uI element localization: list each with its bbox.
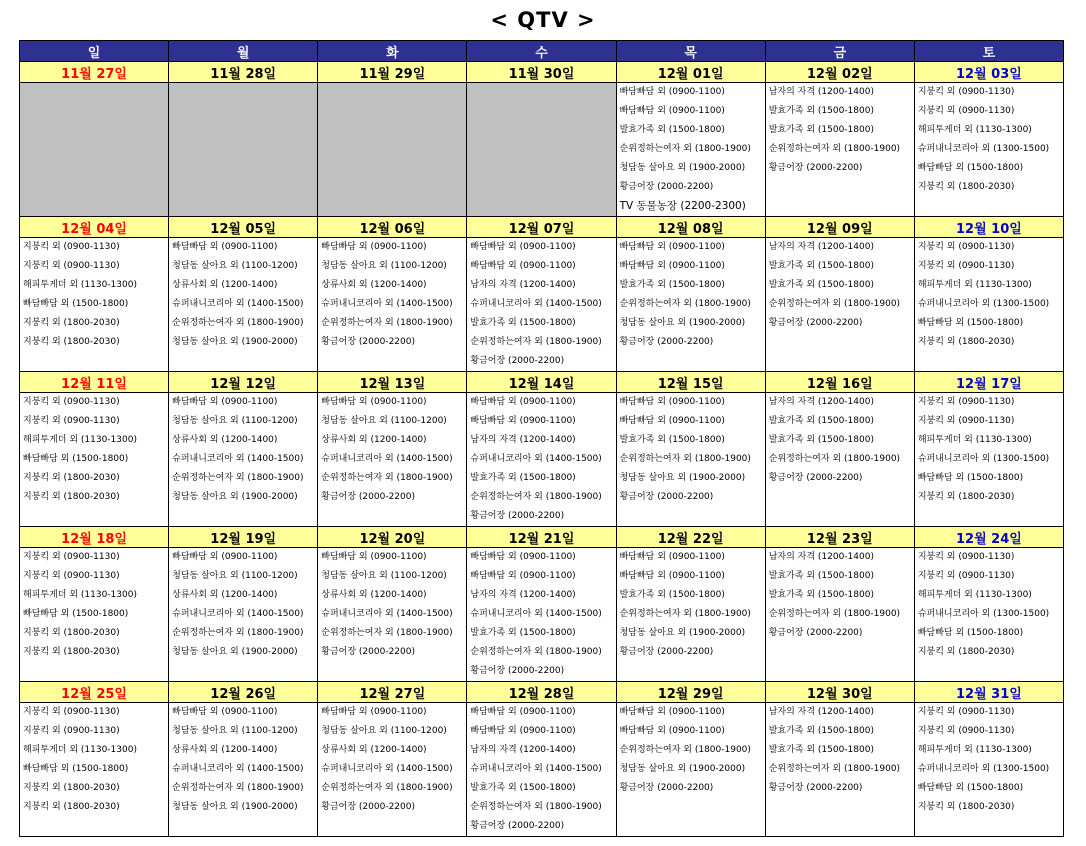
program-entry: 청담동 살아요 외 (1100-1200) — [172, 571, 298, 581]
program-entry: 발효가족 외 (1500-1800) — [619, 590, 725, 600]
program-entry: 순위정하는여자 외 (1800-1900) — [172, 783, 304, 793]
program-entry: 지붕킥 외 (1800-2030) — [23, 802, 120, 812]
program-entry: 빠담빠담 외 (0900-1100) — [619, 397, 725, 407]
program-entry: 발효가족 외 (1500-1800) — [768, 106, 874, 116]
program-entry: 빠담빠담 외 (0900-1100) — [470, 242, 576, 252]
program-entry: 발효가족 외 (1500-1800) — [768, 261, 874, 271]
program-entry: 남자의 자격 (1200-1400) — [470, 745, 576, 755]
date-cell: 12월 26일 — [169, 682, 318, 703]
program-entry: 순위정하는여자 외 (1800-1900) — [768, 299, 901, 309]
program-entry: 황금어장 (2000-2200) — [619, 783, 714, 793]
program-entry: 발효가족 외 (1500-1800) — [768, 280, 874, 290]
program-entry: 슈퍼내니코리아 외 (1300-1500) — [917, 299, 1050, 309]
schedule-calendar — [19, 40, 1064, 837]
program-entry: 청담동 살아요 외 (1900-2000) — [172, 647, 298, 657]
program-entry: 슈퍼내니코리아 외 (1400-1500) — [470, 764, 602, 774]
program-entry: 해피투게더 외 (1130-1300) — [917, 435, 1032, 445]
program-entry: 지붕킥 외 (1800-2030) — [917, 337, 1015, 347]
program-entry: 슈퍼내니코리아 외 (1300-1500) — [917, 454, 1050, 464]
program-entry: 지붕킥 외 (0900-1130) — [917, 242, 1015, 252]
program-entry: 빠담빠담 외 (1500-1800) — [917, 783, 1024, 793]
program-cell — [914, 393, 1063, 527]
program-entry: 상류사회 외 (1200-1400) — [321, 590, 427, 600]
program-cell — [169, 703, 318, 837]
weekday-header-row — [20, 41, 1064, 62]
program-cell — [20, 703, 169, 837]
date-cell: 11월 27일 — [20, 62, 169, 83]
program-entry: 순위정하는여자 외 (1800-1900) — [321, 318, 453, 328]
program-entry: 지붕킥 외 (0900-1130) — [23, 552, 120, 562]
program-entry: 빠담빠담 외 (1500-1800) — [917, 318, 1024, 328]
program-entry: 발효가족 외 (1500-1800) — [768, 745, 874, 755]
program-entry: 순위정하는여자 외 (1800-1900) — [619, 299, 751, 309]
date-row — [20, 372, 1064, 393]
program-entry: 황금어장 (2000-2200) — [768, 783, 863, 793]
program-entry: 해피투게더 외 (1130-1300) — [917, 590, 1032, 600]
program-entry: 지붕킥 외 (0900-1130) — [23, 397, 120, 407]
program-entry: 빠담빠담 외 (0900-1100) — [321, 242, 427, 252]
date-cell: 12월 01일 — [616, 62, 765, 83]
program-cell — [765, 83, 914, 217]
program-entry: 빠담빠담 외 (1500-1800) — [23, 609, 129, 619]
program-entry: 상류사회 외 (1200-1400) — [321, 435, 427, 445]
program-entry: 지붕킥 외 (1800-2030) — [23, 473, 120, 483]
program-entry: 발효가족 외 (1500-1800) — [619, 435, 725, 445]
program-entry: 발효가족 외 (1500-1800) — [768, 726, 874, 736]
program-entry: 순위정하는여자 외 (1800-1900) — [470, 802, 602, 812]
program-entry: 빠담빠담 외 (0900-1100) — [470, 416, 576, 426]
program-entry: 황금어장 (2000-2200) — [321, 492, 415, 502]
program-entry: 빠담빠담 외 (1500-1800) — [23, 454, 129, 464]
program-cell — [616, 548, 765, 682]
program-entry: 상류사회 외 (1200-1400) — [172, 745, 278, 755]
program-entry: 황금어장 (2000-2200) — [768, 318, 863, 328]
program-entry: 슈퍼내니코리아 외 (1300-1500) — [917, 144, 1050, 154]
program-entry: 상류사회 외 (1200-1400) — [172, 435, 278, 445]
program-entry: 순위정하는여자 외 (1800-1900) — [619, 454, 751, 464]
program-entry: 빠담빠담 외 (0900-1100) — [470, 397, 576, 407]
program-entry: 슈퍼내니코리아 외 (1400-1500) — [172, 299, 304, 309]
weekday-mon: 월 — [169, 41, 318, 62]
page-title: < QTV > — [490, 8, 596, 32]
program-entry: 지붕킥 외 (0900-1130) — [23, 707, 120, 717]
program-row — [20, 393, 1064, 527]
program-entry: 지붕킥 외 (1800-2030) — [23, 647, 120, 657]
program-entry: 청담동 살아요 외 (1100-1200) — [321, 726, 447, 736]
program-cell — [765, 393, 914, 527]
program-entry: 지붕킥 외 (0900-1130) — [917, 106, 1015, 116]
date-row — [20, 527, 1064, 548]
date-cell: 12월 22일 — [616, 527, 765, 548]
date-cell: 12월 21일 — [467, 527, 616, 548]
program-entry: TV 동물농장 (2200-2300) — [619, 200, 746, 212]
program-entry: 황금어장 (2000-2200) — [470, 666, 565, 676]
program-entry: 지붕킥 외 (1800-2030) — [23, 783, 120, 793]
date-cell: 12월 14일 — [467, 372, 616, 393]
date-cell: 12월 29일 — [616, 682, 765, 703]
program-entry: 슈퍼내니코리아 외 (1400-1500) — [470, 454, 602, 464]
program-cell — [20, 393, 169, 527]
program-entry: 순위정하는여자 외 (1800-1900) — [321, 628, 453, 638]
program-entry: 순위정하는여자 외 (1800-1900) — [768, 609, 901, 619]
program-entry: 지붕킥 외 (0900-1130) — [23, 571, 120, 581]
program-entry: 슈퍼내니코리아 외 (1400-1500) — [321, 764, 453, 774]
program-entry: 청담동 살아요 외 (1100-1200) — [321, 571, 447, 581]
program-cell — [20, 238, 169, 372]
date-cell: 11월 30일 — [467, 62, 616, 83]
program-entry: 빠담빠담 외 (0900-1100) — [619, 726, 725, 736]
program-entry: 지붕킥 외 (0900-1130) — [917, 87, 1015, 97]
program-entry: 빠담빠담 외 (1500-1800) — [917, 163, 1024, 173]
program-entry: 황금어장 (2000-2200) — [768, 628, 863, 638]
program-entry: 황금어장 (2000-2200) — [619, 647, 714, 657]
program-cell — [318, 393, 467, 527]
program-entry: 지붕킥 외 (1800-2030) — [917, 492, 1015, 502]
program-entry: 빠담빠담 외 (0900-1100) — [321, 397, 427, 407]
date-cell: 12월 30일 — [765, 682, 914, 703]
program-entry: 남자의 자격 (1200-1400) — [470, 280, 576, 290]
program-entry: 순위정하는여자 외 (1800-1900) — [470, 647, 602, 657]
date-cell: 12월 08일 — [616, 217, 765, 238]
program-cell — [616, 238, 765, 372]
program-entry: 슈퍼내니코리아 외 (1400-1500) — [172, 609, 304, 619]
date-cell: 12월 13일 — [318, 372, 467, 393]
program-entry: 발효가족 외 (1500-1800) — [470, 628, 576, 638]
program-entry: 지붕킥 외 (1800-2030) — [917, 182, 1015, 192]
program-entry: 순위정하는여자 외 (1800-1900) — [172, 318, 304, 328]
program-entry: 빠담빠담 외 (0900-1100) — [619, 242, 725, 252]
program-entry: 빠담빠담 외 (1500-1800) — [917, 473, 1024, 483]
program-entry: 순위정하는여자 외 (1800-1900) — [619, 144, 751, 154]
date-cell: 12월 31일 — [914, 682, 1063, 703]
program-entry: 빠담빠담 외 (0900-1100) — [172, 242, 278, 252]
program-entry: 지붕킥 외 (1800-2030) — [23, 628, 120, 638]
program-row — [20, 238, 1064, 372]
program-entry: 지붕킥 외 (1800-2030) — [23, 337, 120, 347]
program-entry: 지붕킥 외 (0900-1130) — [917, 397, 1015, 407]
program-entry: 황금어장 (2000-2200) — [768, 163, 863, 173]
program-entry: 슈퍼내니코리아 외 (1400-1500) — [470, 299, 602, 309]
program-cell — [169, 393, 318, 527]
program-entry: 순위정하는여자 외 (1800-1900) — [619, 609, 751, 619]
date-row — [20, 217, 1064, 238]
program-entry: 빠담빠담 외 (0900-1100) — [619, 416, 725, 426]
date-cell: 12월 23일 — [765, 527, 914, 548]
date-cell: 12월 17일 — [914, 372, 1063, 393]
program-entry: 빠담빠담 외 (1500-1800) — [23, 764, 129, 774]
program-cell — [914, 238, 1063, 372]
program-entry: 지붕킥 외 (0900-1130) — [23, 261, 120, 271]
date-cell: 12월 09일 — [765, 217, 914, 238]
program-cell — [914, 83, 1063, 217]
program-entry: 황금어장 (2000-2200) — [619, 182, 714, 192]
program-entry: 빠담빠담 외 (0900-1100) — [619, 707, 725, 717]
program-entry: 지붕킥 외 (0900-1130) — [23, 416, 120, 426]
program-entry: 남자의 자격 (1200-1400) — [768, 242, 874, 252]
program-entry: 빠담빠담 외 (0900-1100) — [470, 707, 576, 717]
program-entry: 빠담빠담 외 (0900-1100) — [321, 707, 427, 717]
program-entry: 해피투게더 외 (1130-1300) — [23, 435, 137, 445]
program-entry: 청담동 살아요 외 (1900-2000) — [619, 163, 746, 173]
program-cell — [467, 393, 616, 527]
program-entry: 빠담빠담 외 (0900-1100) — [470, 571, 576, 581]
program-entry: 발효가족 외 (1500-1800) — [768, 416, 874, 426]
program-entry: 발효가족 외 (1500-1800) — [768, 571, 874, 581]
program-entry: 순위정하는여자 외 (1800-1900) — [470, 337, 602, 347]
program-cell — [169, 238, 318, 372]
program-row — [20, 83, 1064, 217]
program-entry: 지붕킥 외 (1800-2030) — [917, 647, 1015, 657]
program-entry: 순위정하는여자 외 (1800-1900) — [768, 454, 901, 464]
program-entry: 청담동 살아요 외 (1100-1200) — [172, 416, 298, 426]
program-entry: 지붕킥 외 (0900-1130) — [917, 707, 1015, 717]
program-entry: 남자의 자격 (1200-1400) — [768, 397, 874, 407]
program-entry: 해피투게더 외 (1130-1300) — [917, 745, 1032, 755]
weekday-sun: 일 — [20, 41, 169, 62]
program-entry: 청담동 살아요 외 (1900-2000) — [172, 492, 298, 502]
program-entry: 해피투게더 외 (1130-1300) — [23, 590, 137, 600]
program-entry: 슈퍼내니코리아 외 (1400-1500) — [321, 299, 453, 309]
program-entry: 지붕킥 외 (0900-1130) — [917, 416, 1015, 426]
program-entry: 해피투게더 외 (1130-1300) — [917, 280, 1032, 290]
program-entry: 슈퍼내니코리아 외 (1300-1500) — [917, 609, 1050, 619]
program-entry: 슈퍼내니코리아 외 (1400-1500) — [321, 609, 453, 619]
date-cell: 12월 18일 — [20, 527, 169, 548]
program-entry: 빠담빠담 외 (0900-1100) — [172, 552, 278, 562]
date-cell: 12월 04일 — [20, 217, 169, 238]
date-cell: 12월 06일 — [318, 217, 467, 238]
program-cell — [467, 548, 616, 682]
program-entry: 청담동 살아요 외 (1100-1200) — [172, 726, 298, 736]
weekday-thu: 목 — [616, 41, 765, 62]
program-entry: 빠담빠담 외 (1500-1800) — [917, 628, 1024, 638]
program-cell — [318, 238, 467, 372]
program-entry: 지붕킥 외 (1800-2030) — [23, 318, 120, 328]
date-cell: 12월 07일 — [467, 217, 616, 238]
program-entry: 순위정하는여자 외 (1800-1900) — [172, 473, 304, 483]
program-entry: 지붕킥 외 (0900-1130) — [23, 726, 120, 736]
program-entry: 발효가족 외 (1500-1800) — [768, 590, 874, 600]
program-entry: 발효가족 외 (1500-1800) — [619, 125, 725, 135]
date-cell: 12월 10일 — [914, 217, 1063, 238]
date-cell: 12월 02일 — [765, 62, 914, 83]
program-entry: 지붕킥 외 (1800-2030) — [23, 492, 120, 502]
program-cell — [467, 703, 616, 837]
date-cell: 11월 29일 — [318, 62, 467, 83]
program-entry: 빠담빠담 외 (0900-1100) — [470, 726, 576, 736]
program-entry: 남자의 자격 (1200-1400) — [768, 552, 874, 562]
program-cell — [765, 703, 914, 837]
date-cell: 12월 03일 — [914, 62, 1063, 83]
program-entry: 지붕킥 외 (0900-1130) — [917, 571, 1015, 581]
program-entry: 발효가족 외 (1500-1800) — [470, 318, 576, 328]
program-entry: 청담동 살아요 외 (1900-2000) — [619, 318, 746, 328]
program-entry: 발효가족 외 (1500-1800) — [768, 435, 874, 445]
program-entry: 슈퍼내니코리아 외 (1400-1500) — [321, 454, 453, 464]
weekday-sat: 토 — [914, 41, 1063, 62]
date-cell: 12월 28일 — [467, 682, 616, 703]
program-cell — [914, 703, 1063, 837]
date-cell: 12월 11일 — [20, 372, 169, 393]
date-cell: 12월 16일 — [765, 372, 914, 393]
program-row — [20, 548, 1064, 682]
program-entry: 지붕킥 외 (0900-1130) — [917, 552, 1015, 562]
date-cell: 12월 20일 — [318, 527, 467, 548]
program-entry: 황금어장 (2000-2200) — [321, 802, 415, 812]
program-entry: 발효가족 외 (1500-1800) — [470, 473, 576, 483]
date-cell: 12월 19일 — [169, 527, 318, 548]
date-cell: 12월 15일 — [616, 372, 765, 393]
program-entry: 해피투게더 외 (1130-1300) — [23, 745, 137, 755]
program-entry: 청담동 살아요 외 (1100-1200) — [321, 416, 447, 426]
program-entry: 남자의 자격 (1200-1400) — [768, 87, 874, 97]
program-entry: 빠담빠담 외 (0900-1100) — [619, 87, 725, 97]
program-entry: 황금어장 (2000-2200) — [619, 492, 714, 502]
program-entry: 해피투게더 외 (1130-1300) — [917, 125, 1032, 135]
program-entry: 빠담빠담 외 (0900-1100) — [470, 552, 576, 562]
program-cell — [765, 548, 914, 682]
program-entry: 빠담빠담 외 (0900-1100) — [619, 552, 725, 562]
program-entry: 빠담빠담 외 (0900-1100) — [172, 707, 278, 717]
program-entry: 발효가족 외 (1500-1800) — [619, 280, 725, 290]
program-entry: 슈퍼내니코리아 외 (1300-1500) — [917, 764, 1050, 774]
program-entry: 청담동 살아요 외 (1900-2000) — [619, 628, 746, 638]
program-entry: 청담동 살아요 외 (1900-2000) — [172, 337, 298, 347]
program-entry: 황금어장 (2000-2200) — [470, 356, 565, 366]
date-cell: 12월 25일 — [20, 682, 169, 703]
program-entry: 지붕킥 외 (0900-1130) — [917, 726, 1015, 736]
date-row — [20, 62, 1064, 83]
program-entry: 청담동 살아요 외 (1100-1200) — [172, 261, 298, 271]
empty-day-cell — [169, 83, 318, 217]
program-entry: 빠담빠담 외 (0900-1100) — [321, 552, 427, 562]
program-entry: 청담동 살아요 외 (1100-1200) — [321, 261, 447, 271]
calendar-body — [20, 62, 1064, 837]
date-cell: 12월 05일 — [169, 217, 318, 238]
program-entry: 지붕킥 외 (1800-2030) — [917, 802, 1015, 812]
program-row — [20, 703, 1064, 837]
program-entry: 빠담빠담 외 (0900-1100) — [470, 261, 576, 271]
program-entry: 남자의 자격 (1200-1400) — [470, 435, 576, 445]
weekday-wed: 수 — [467, 41, 616, 62]
program-entry: 상류사회 외 (1200-1400) — [321, 745, 427, 755]
program-entry: 황금어장 (2000-2200) — [768, 473, 863, 483]
program-entry: 슈퍼내니코리아 외 (1400-1500) — [172, 454, 304, 464]
empty-day-cell — [467, 83, 616, 217]
program-entry: 슈퍼내니코리아 외 (1400-1500) — [172, 764, 304, 774]
program-entry: 상류사회 외 (1200-1400) — [321, 280, 427, 290]
program-cell — [20, 548, 169, 682]
program-entry: 황금어장 (2000-2200) — [470, 821, 565, 831]
program-entry: 슈퍼내니코리아 외 (1400-1500) — [470, 609, 602, 619]
date-cell: 12월 24일 — [914, 527, 1063, 548]
program-entry: 상류사회 외 (1200-1400) — [172, 590, 278, 600]
program-entry: 청담동 살아요 외 (1900-2000) — [619, 473, 746, 483]
program-entry: 황금어장 (2000-2200) — [619, 337, 714, 347]
program-entry: 순위정하는여자 외 (1800-1900) — [768, 144, 901, 154]
program-entry: 빠담빠담 외 (1500-1800) — [23, 299, 129, 309]
program-cell — [467, 238, 616, 372]
program-cell — [616, 83, 765, 217]
empty-day-cell — [20, 83, 169, 217]
program-entry: 순위정하는여자 외 (1800-1900) — [470, 492, 602, 502]
program-entry: 청담동 살아요 외 (1900-2000) — [619, 764, 746, 774]
empty-day-cell — [318, 83, 467, 217]
weekday-fri: 금 — [765, 41, 914, 62]
program-entry: 발효가족 외 (1500-1800) — [470, 783, 576, 793]
date-cell: 11월 28일 — [169, 62, 318, 83]
date-cell: 12월 12일 — [169, 372, 318, 393]
program-entry: 빠담빠담 외 (0900-1100) — [619, 261, 725, 271]
program-entry: 지붕킥 외 (0900-1130) — [917, 261, 1015, 271]
program-entry: 청담동 살아요 외 (1900-2000) — [172, 802, 298, 812]
program-entry: 황금어장 (2000-2200) — [321, 647, 415, 657]
program-cell — [616, 393, 765, 527]
program-entry: 상류사회 외 (1200-1400) — [172, 280, 278, 290]
program-entry: 빠담빠담 외 (0900-1100) — [619, 106, 725, 116]
program-entry: 지붕킥 외 (0900-1130) — [23, 242, 120, 252]
program-entry: 남자의 자격 (1200-1400) — [768, 707, 874, 717]
program-entry: 순위정하는여자 외 (1800-1900) — [619, 745, 751, 755]
program-entry: 빠담빠담 외 (0900-1100) — [172, 397, 278, 407]
program-entry: 남자의 자격 (1200-1400) — [470, 590, 576, 600]
date-cell: 12월 27일 — [318, 682, 467, 703]
program-entry: 순위정하는여자 외 (1800-1900) — [172, 628, 304, 638]
program-entry: 순위정하는여자 외 (1800-1900) — [321, 473, 453, 483]
program-entry: 황금어장 (2000-2200) — [470, 511, 565, 521]
program-cell — [765, 238, 914, 372]
program-cell — [169, 548, 318, 682]
program-entry: 해피투게더 외 (1130-1300) — [23, 280, 137, 290]
weekday-tue: 화 — [318, 41, 467, 62]
program-cell — [914, 548, 1063, 682]
program-cell — [616, 703, 765, 837]
program-entry: 빠담빠담 외 (0900-1100) — [619, 571, 725, 581]
program-cell — [318, 703, 467, 837]
program-entry: 순위정하는여자 외 (1800-1900) — [321, 783, 453, 793]
program-cell — [318, 548, 467, 682]
program-entry: 순위정하는여자 외 (1800-1900) — [768, 764, 901, 774]
date-row — [20, 682, 1064, 703]
program-entry: 발효가족 외 (1500-1800) — [768, 125, 874, 135]
program-entry: 황금어장 (2000-2200) — [321, 337, 415, 347]
